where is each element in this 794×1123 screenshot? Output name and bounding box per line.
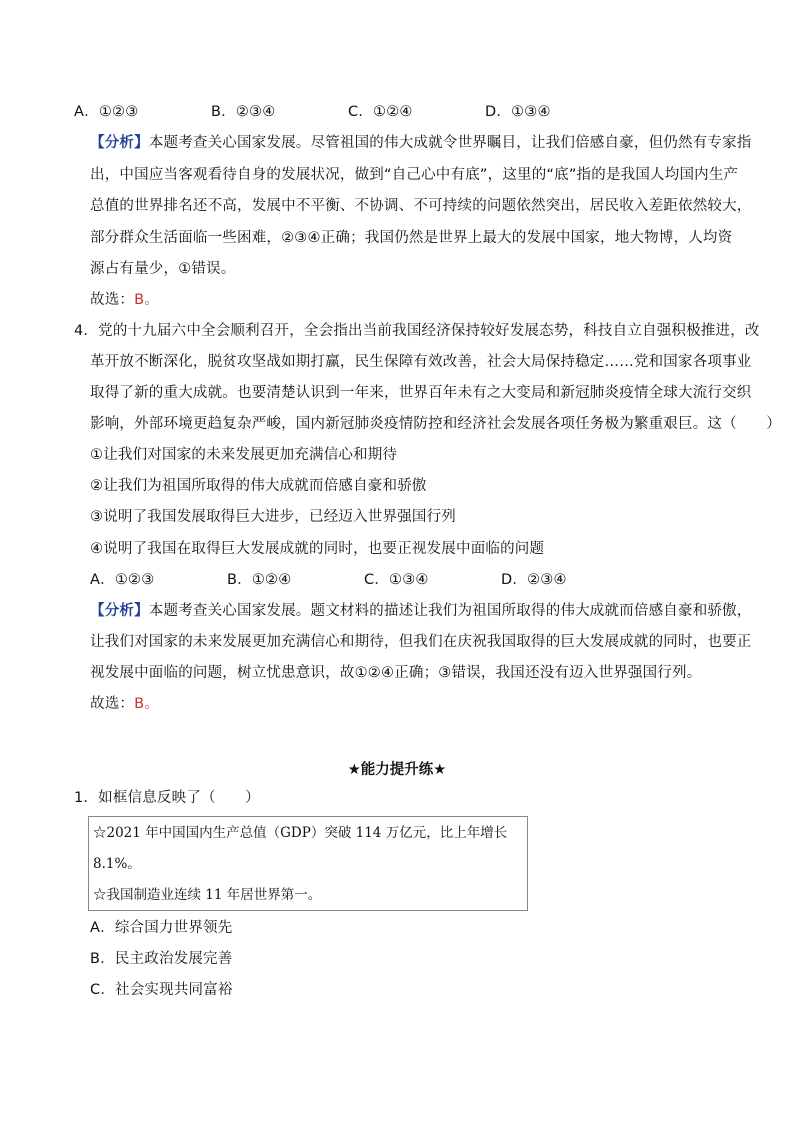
- info-box-line: ☆我国制造业连续 11 年居世界第一。: [93, 887, 322, 903]
- q4-option-c[interactable]: C．①③④: [364, 572, 429, 588]
- q4-option-b[interactable]: B．①②④: [227, 572, 292, 588]
- q3-option-d[interactable]: D．①③④: [485, 104, 551, 120]
- q3-analysis-tag: 【分析】: [90, 135, 149, 151]
- q3-option-b[interactable]: B．②③④: [211, 104, 276, 120]
- q4-statement: ④说明了我国在取得巨大发展成就的同时，也要正视发展中面临的问题: [90, 541, 545, 557]
- info-box: [88, 816, 528, 911]
- q4-analysis-tag: 【分析】: [90, 603, 149, 619]
- q4-stem-line: 4．党的十九届六中全会顺利召开，全会指出当前我国经济保持较好发展态势，科技自立自强积极推进，改: [74, 323, 760, 339]
- q4-option-a[interactable]: A．①②③: [90, 572, 155, 588]
- q4-analysis-line: 让我们对国家的未来发展更加充满信心和期待，但我们在庆祝我国取得的巨大发展成就的同时，也要正: [90, 634, 752, 650]
- q4-option-d[interactable]: D．②③④: [501, 572, 567, 588]
- q4-analysis-line: 视发展中面临的问题，树立忧患意识，故①②④正确；③错误，我国还没有迈入世界强国行列。: [90, 665, 702, 681]
- q4-statement: ③说明了我国发展取得巨大进步，已经迈入世界强国行列: [90, 509, 456, 525]
- q3-analysis-line: 总值的世界排名还不高，发展中不平衡、不协调、不可持续的问题依然突出，居民收入差距依然较大，: [90, 198, 752, 214]
- info-box-line: ☆2021 年中国国内生产总值（GDP）突破 114 万亿元，比上年增长: [93, 825, 508, 841]
- info-box-line: 8.1%。: [93, 856, 141, 872]
- q3-analysis-line: 出，中国应当客观看待自身的发展状况，做到“自己心中有底”，这里的“底”指的是我国人均国内生产: [90, 167, 739, 183]
- p1-option-c[interactable]: C．社会实现共同富裕: [90, 982, 233, 998]
- p1-stem: 1．如框信息反映了（ ）: [74, 790, 260, 806]
- q3-option-a[interactable]: A．①②③: [74, 104, 139, 120]
- q4-analysis-line: 【分析】本题考查关心国家发展。题文材料的描述让我们为祖国所取得的伟大成就而倍感自豪和骄傲，: [90, 603, 752, 619]
- q4-stem-line: 革开放不断深化，脱贫攻坚战如期打赢，民生保障有效改善，社会大局保持稳定……党和国家各项事业: [90, 354, 752, 370]
- q4-stem-line: 影响，外部环境更趋复杂严峻，国内新冠肺炎疫情防控和经济社会发展各项任务极为繁重艰巨。这（ ）: [90, 416, 781, 432]
- q4-answer: 故选：B。: [90, 696, 159, 712]
- q3-analysis-line: 【分析】本题考查关心国家发展。尽管祖国的伟大成就令世界瞩目，让我们倍感自豪，但仍然有专家指: [90, 135, 752, 151]
- q3-analysis-line: 源占有量少，①错误。: [90, 261, 236, 277]
- section-title: ★能力提升练★: [347, 762, 447, 778]
- p1-option-a[interactable]: A．综合国力世界领先: [90, 920, 233, 936]
- q4-options: [90, 570, 730, 590]
- p1-option-b[interactable]: B．民主政治发展完善: [90, 951, 233, 967]
- q3-analysis-line: 部分群众生活面临一些困难，②③④正确；我国仍然是世界上最大的发展中国家，地大物博，人均资: [90, 230, 733, 246]
- q4-statement: ②让我们为祖国所取得的伟大成就而倍感自豪和骄傲: [90, 478, 427, 494]
- q3-answer: 故选：B。: [90, 292, 159, 308]
- q4-statement: ①让我们对国家的未来发展更加充满信心和期待: [90, 447, 398, 463]
- q3-option-c[interactable]: C．①②④: [348, 104, 413, 120]
- q3-options: [74, 102, 734, 122]
- q4-stem-line: 取得了新的重大成就。也要清楚认识到一年来，世界百年未有之大变局和新冠肺炎疫情全球大流行交织: [90, 385, 752, 401]
